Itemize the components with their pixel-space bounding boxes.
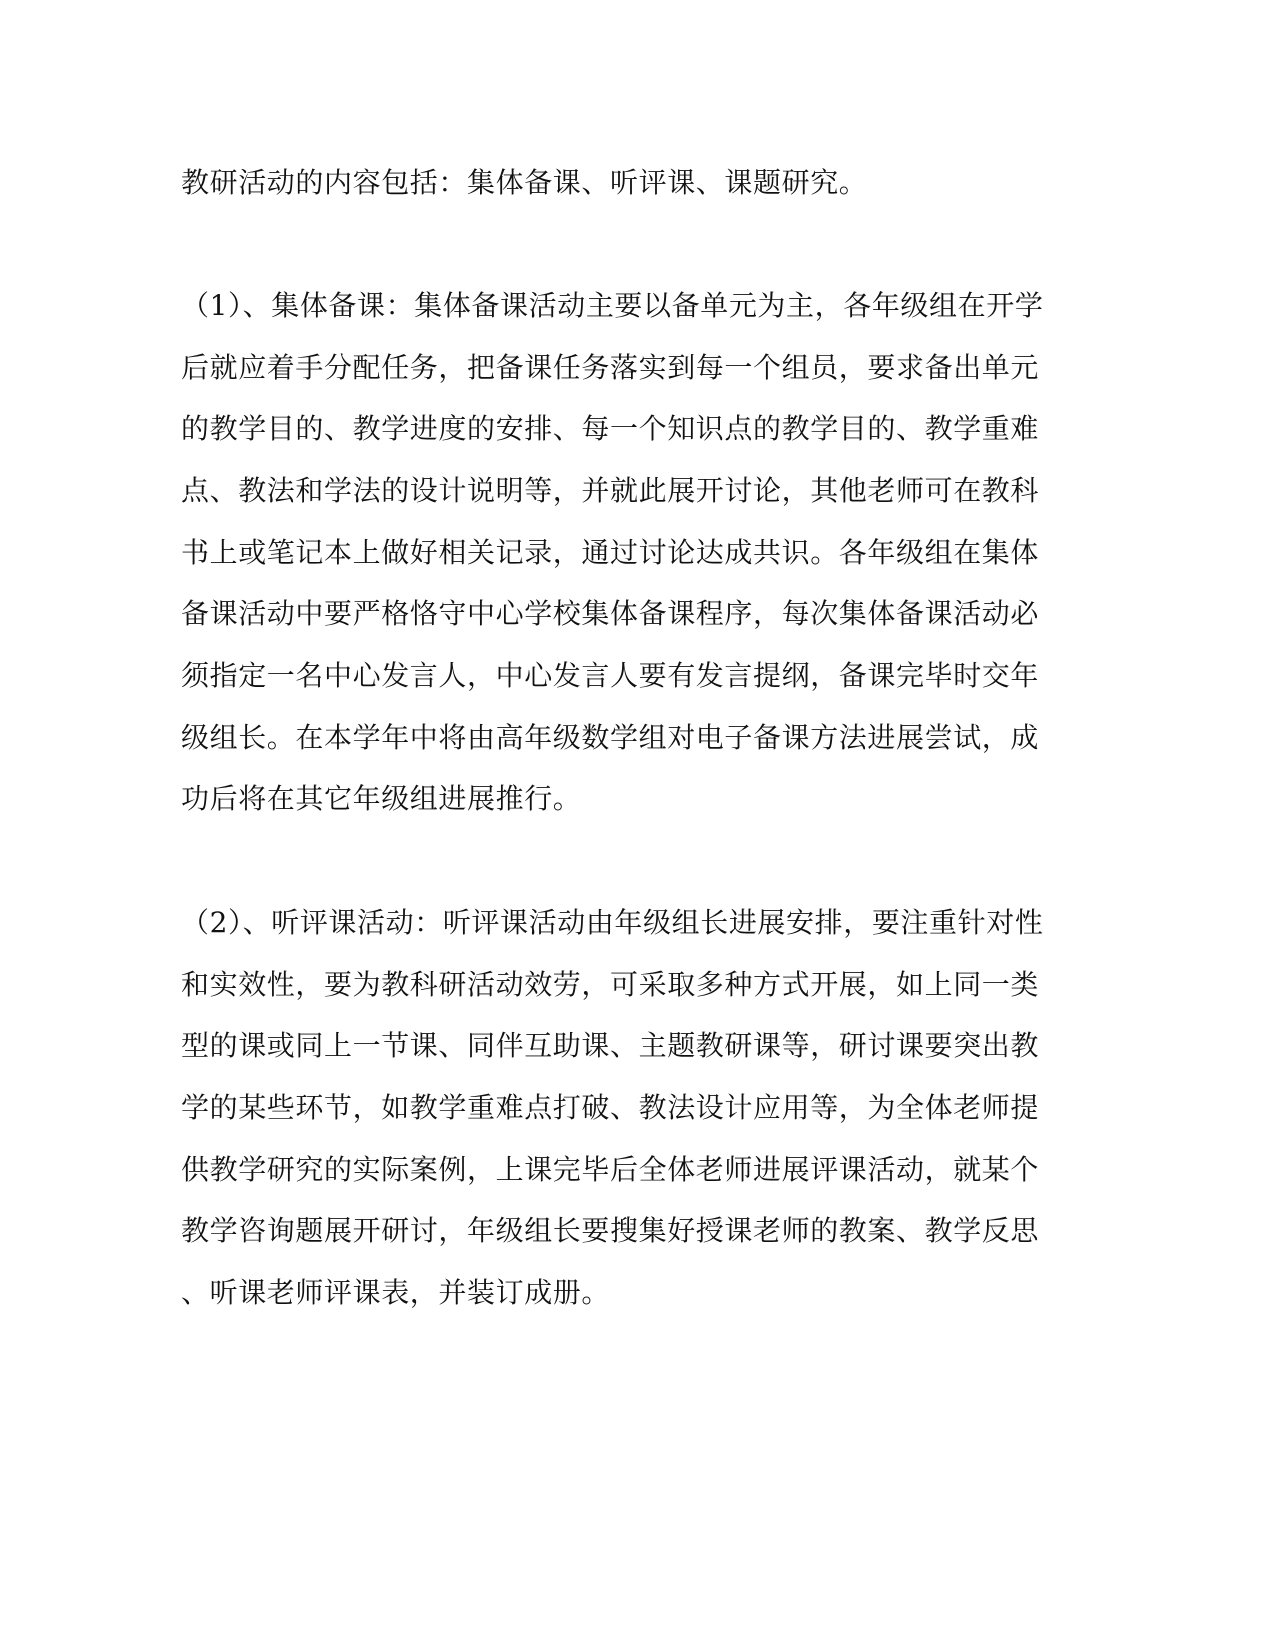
- section-1-line: 后就应着手分配任务，把备课任务落实到每一个组员，要求备出单元: [181, 351, 1040, 384]
- section-1-line: 的教学目的、教学进度的安排、每一个知识点的教学目的、教学重难: [181, 412, 1040, 445]
- section-1-line: 级组长。在本学年中将由高年级数学组对电子备课方法进展尝试，成: [181, 721, 1040, 754]
- section-2-line: 和实效性，要为教科研活动效劳，可采取多种方式开展，如上同一类: [181, 968, 1040, 1001]
- section-2-line: 、听课老师评课表，并装订成册。: [181, 1276, 611, 1309]
- section-2-line: 型的课或同上一节课、同伴互助课、主题教研课等，研讨课要突出教: [181, 1029, 1040, 1062]
- section-2-line: 供教学研究的实际案例，上课完毕后全体老师进展评课活动，就某个: [181, 1153, 1040, 1186]
- section-1-line: （1）、集体备课：集体备课活动主要以备单元为主，各年级组在开学: [181, 289, 1044, 322]
- section-1-line: 功后将在其它年级组进展推行。: [181, 782, 582, 815]
- intro-line: 教研活动的内容包括：集体备课、听评课、课题研究。: [181, 166, 868, 199]
- section-1-line: 点、教法和学法的设计说明等，并就此展开讨论，其他老师可在教科: [181, 474, 1040, 507]
- section-1-line: 须指定一名中心发言人，中心发言人要有发言提纲，备课完毕时交年: [181, 659, 1040, 692]
- section-1-line: 备课活动中要严格恪守中心学校集体备课程序，每次集体备课活动必: [181, 597, 1040, 630]
- section-2-line: 学的某些环节，如教学重难点打破、教法设计应用等，为全体老师提: [181, 1091, 1040, 1124]
- section-2-line: （2）、听评课活动：听评课活动由年级组长进展安排，要注重针对性: [181, 906, 1044, 939]
- section-1-line: 书上或笔记本上做好相关记录，通过讨论达成共识。各年级组在集体: [181, 536, 1040, 569]
- section-2-line: 教学咨询题展开研讨，年级组长要搜集好授课老师的教案、教学反思: [181, 1214, 1040, 1247]
